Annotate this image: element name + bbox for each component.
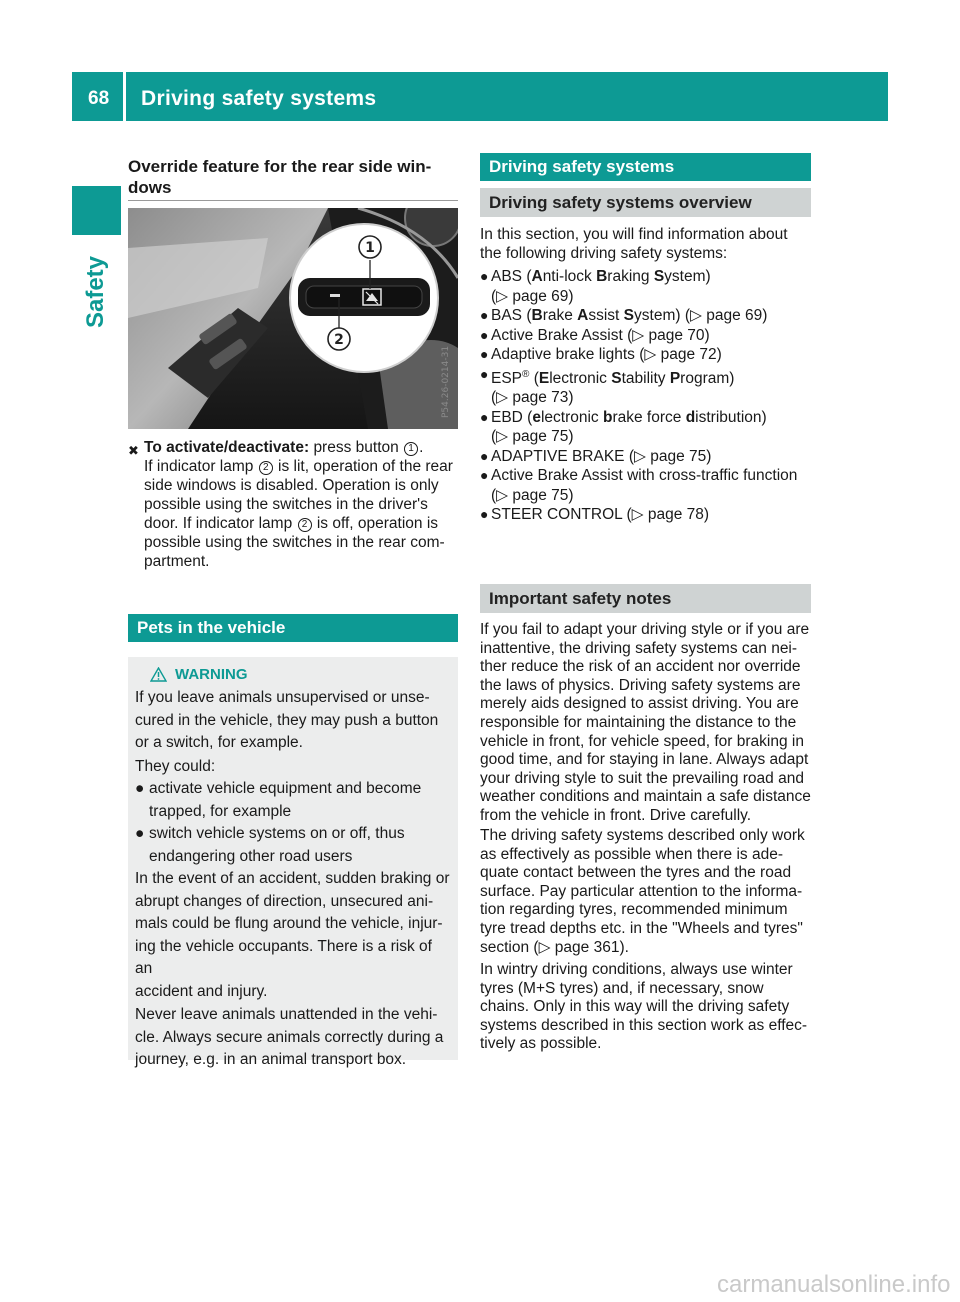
door-panel-illustration	[128, 208, 458, 429]
side-tab	[72, 186, 121, 235]
photo-callout-2: 2	[334, 332, 344, 348]
bullet-icon: ●	[480, 506, 489, 523]
important-paragraph-1: If you fail to adapt your driving style or if you are inattentive, the driving safety systems can nei- ther reduce the risk of an accident nor override the laws of physics. Driving safety systems are merely aids designed to assist driving. You are responsible for maintaining the distance to the vehicle in front, for vehicle speed, for braking in good time, and for staying in lane. Always adapt your driving style to suit the prevailing road and weather conditions and maintain a safe distance from the vehicle in front. Drive carefully.	[480, 621, 811, 824]
bullet-icon: ●	[135, 780, 145, 797]
header-divider	[123, 72, 126, 121]
override-heading: Override feature for the rear side win- dows	[128, 157, 432, 197]
list-item: ● STEER CONTROL (▷ page 78)	[480, 506, 710, 524]
callout-1-icon: 1	[404, 442, 418, 456]
warning-bullet: ● activate vehicle equipment and become trapped, for example	[135, 780, 422, 820]
list-item: ● Adaptive brake lights (▷ page 72)	[480, 346, 722, 363]
list-item: ● Active Brake Assist with cross-traffic function (▷ page 75)	[480, 467, 798, 504]
important-paragraph-2: The driving safety systems described only work as effectively as possible when there is ade- quate contact between the tyres and the road surface. Pay particular attention to the informa- tion regarding tyres, recommended minimum tyre tread depths etc. in the "Wheels and tyres" section (▷ page 361).	[480, 827, 805, 956]
important-paragraph-3: In wintry driving conditions, always use winter tyres (M+S tyres) and, if necessary, snow chains. Only in this way will the driving safety systems described in this section work as effec- tively as possible.	[480, 961, 808, 1053]
running-title: Driving safety systems	[141, 87, 377, 110]
list-item: ● ADAPTIVE BRAKE (▷ page 75)	[480, 447, 712, 465]
important-heading: Important safety notes	[480, 584, 811, 613]
callout-2-icon: 2	[259, 461, 273, 475]
list-item: ● BAS (Brake Assist System) (▷ page 69)	[480, 307, 768, 324]
warning-paragraph: Never leave animals unattended in the vehi- cle. Always secure animals correctly during a journey, e.g. in an animal transport box.	[135, 1006, 444, 1068]
warning-title: WARNING	[150, 665, 450, 684]
section-heading: Driving safety systems	[480, 153, 811, 181]
warning-triangle-icon	[150, 667, 167, 682]
pets-heading: Pets in the vehicle	[128, 614, 458, 642]
overview-heading: Driving safety systems overview	[480, 188, 811, 217]
bullet-icon: ●	[480, 268, 489, 284]
list-item: ● ESP® (Electronic Stability Program) (▷ page 73)	[480, 365, 735, 407]
door-switch-photo	[128, 208, 458, 429]
side-label: Safety	[82, 255, 109, 329]
warning-box	[128, 657, 458, 1068]
activate-instruction: ✖ To activate/deactivate: press button 1 . If indicator lamp 2 is lit, operation of the rear side windows is disabled. Operation is only possible using the switches in the driver's door. If indicator lamp 2 is off, operation is possible using the switches in the rear com- partment.	[128, 439, 453, 570]
warning-bullet: ● switch vehicle systems on or off, thus endangering other road users	[135, 825, 405, 865]
bullet-icon: ●	[480, 408, 489, 425]
warning-paragraph: If you leave animals unsupervised or unse- cured in the vehicle, they may push a button or a switch, for example.	[135, 689, 439, 751]
instruction-arrow-icon: ✖	[128, 443, 139, 458]
bullet-icon: ●	[480, 365, 489, 382]
systems-list	[480, 267, 812, 525]
bullet-icon: ●	[480, 467, 489, 484]
warning-paragraph: They could:	[135, 757, 216, 775]
warning-paragraph: In the event of an accident, sudden braking or abrupt changes of direction, unsecured ani- mals could be flung around the vehicle, injur- ing the vehicle occupants. There is a risk of an accident and injury.	[135, 870, 450, 1000]
page-number: 68	[88, 88, 110, 109]
bullet-icon: ●	[480, 346, 489, 362]
bullet-icon: ●	[480, 447, 489, 464]
heading-rule	[128, 200, 458, 201]
footer-watermark: carmanualsonline.info	[717, 1271, 951, 1298]
callout-2-icon: 2	[298, 518, 312, 532]
list-item: ● Active Brake Assist (▷ page 70)	[480, 326, 710, 344]
bullet-icon: ●	[480, 307, 489, 323]
bullet-icon: ●	[480, 326, 489, 343]
list-item: ● ABS (Anti-lock Braking System) (▷ page 69)	[480, 268, 711, 305]
bullet-icon: ●	[135, 825, 145, 842]
photo-callout-1: 1	[365, 240, 375, 256]
intro-paragraph: In this section, you will find information about the following driving safety systems:	[480, 226, 788, 262]
list-item: ● EBD (electronic brake force distribution) (▷ page 75)	[480, 408, 767, 446]
photo-label: P54.26-0214-31	[441, 345, 451, 418]
